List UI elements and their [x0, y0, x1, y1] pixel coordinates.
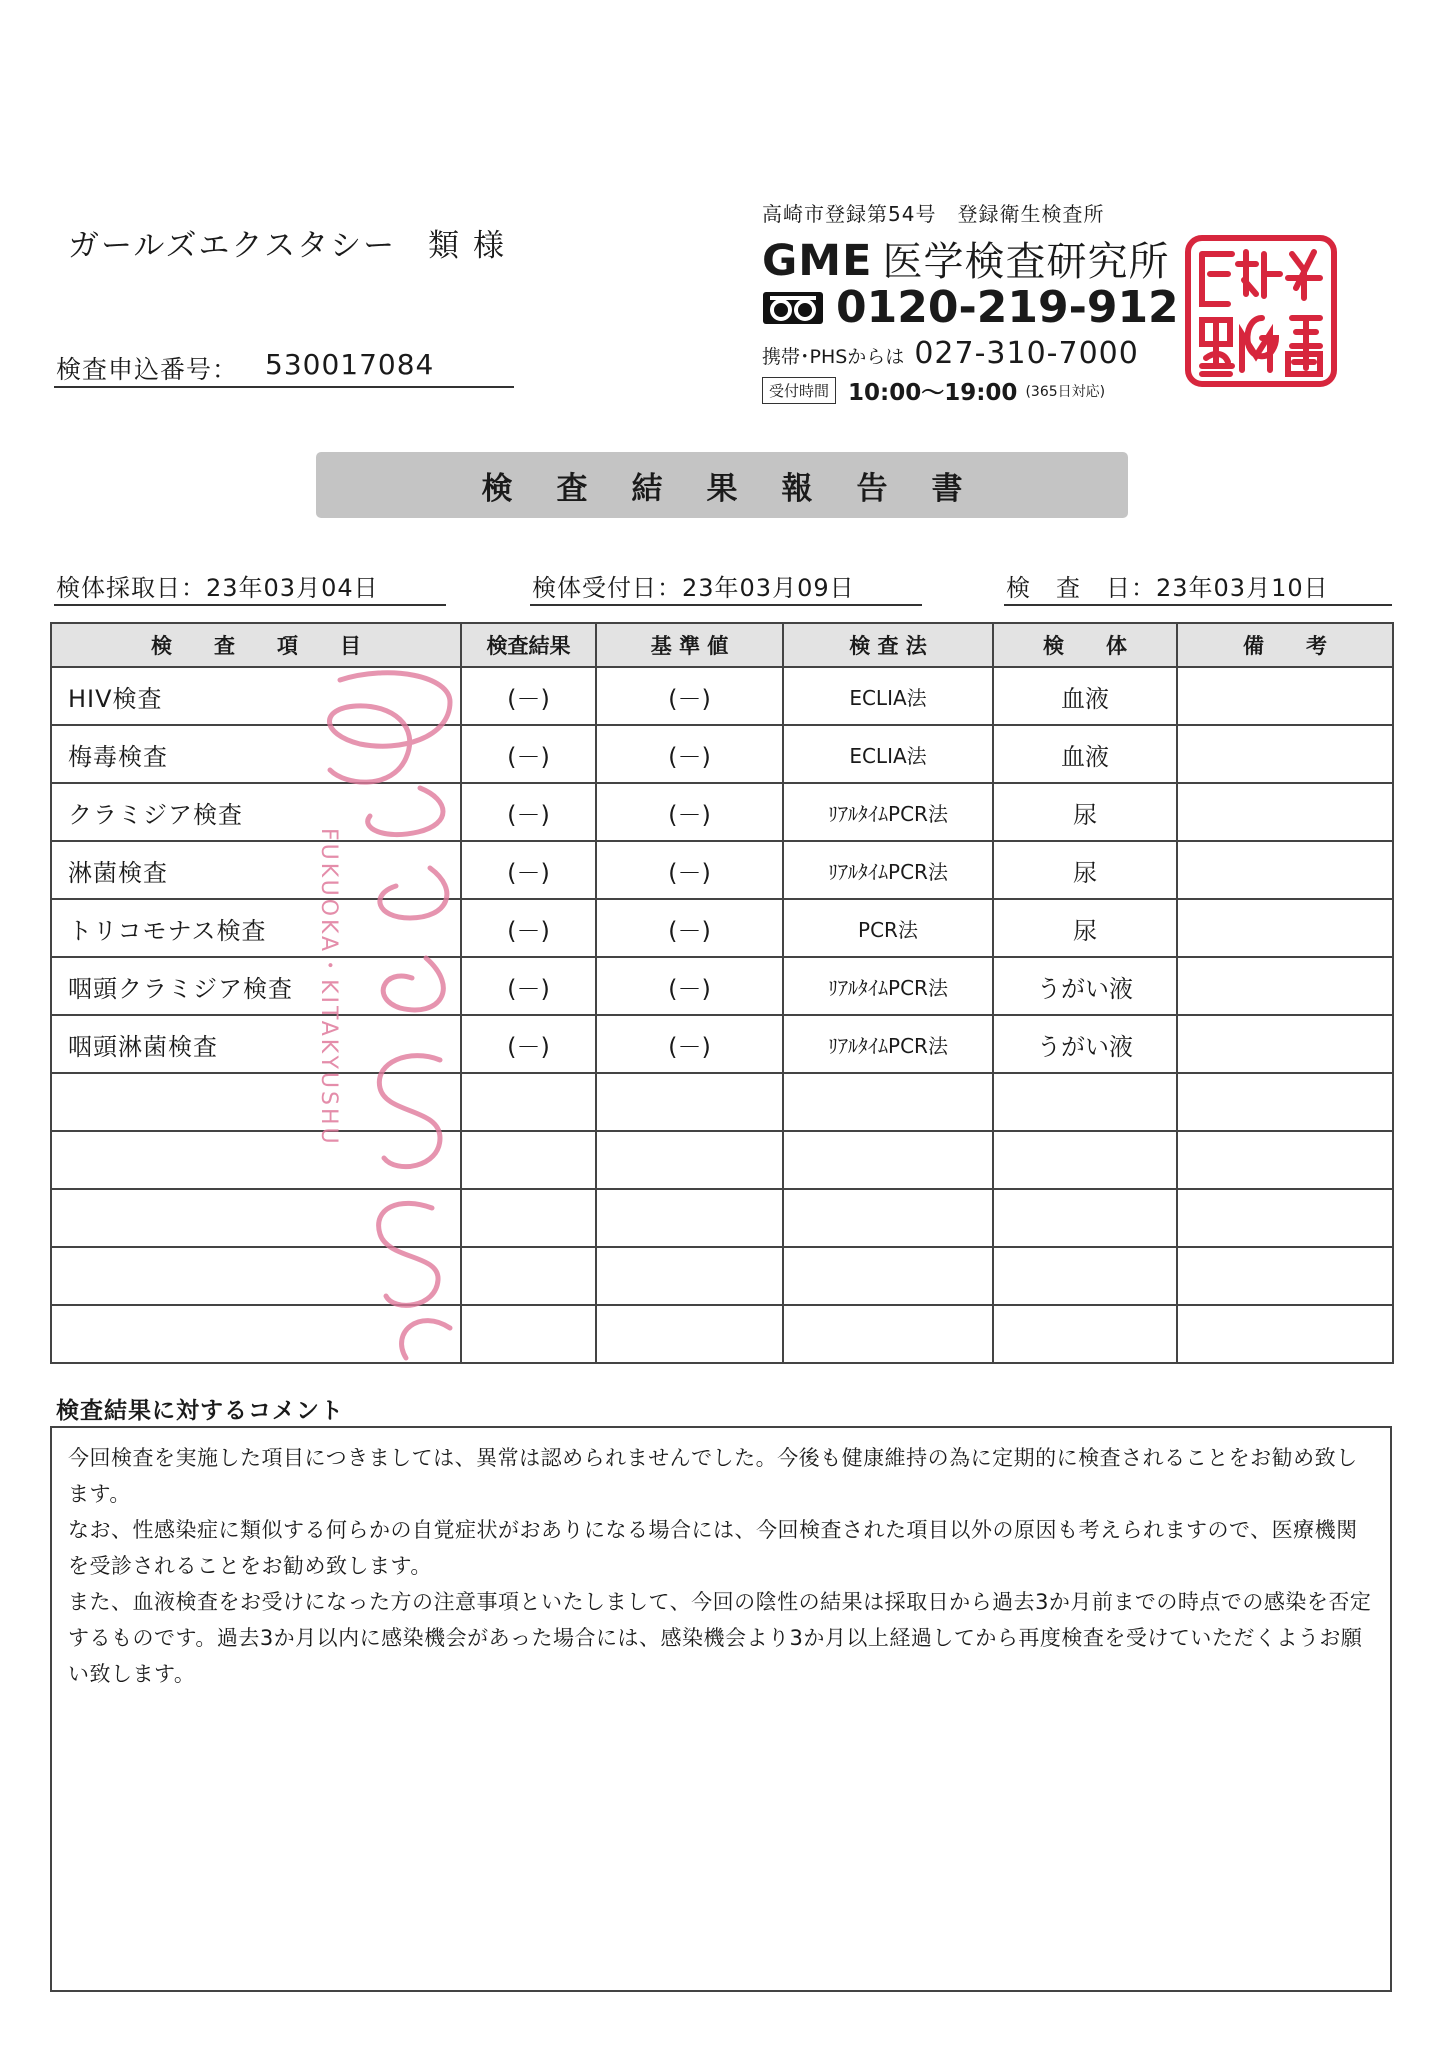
recipient-name-text: ガールズエクスタシー — [68, 228, 397, 264]
hours-label: 受付時間 — [762, 377, 836, 404]
collected-date-underline — [54, 604, 446, 606]
table-row — [51, 725, 1393, 783]
cell-reference: (－) — [596, 783, 783, 841]
cell-note — [1177, 725, 1393, 783]
empty-cell — [1177, 1247, 1393, 1305]
comment-title: 検査結果に対するコメント — [56, 1398, 344, 1424]
report-title-bar — [316, 452, 1128, 518]
header-item: 検 査 項 目 — [51, 623, 461, 667]
cell-item: HIV検査 — [51, 667, 461, 725]
empty-cell — [783, 1073, 993, 1131]
header-method: 検 査 法 — [783, 623, 993, 667]
table-row — [51, 841, 1393, 899]
collected-date-label: 検体採取日： — [56, 574, 206, 602]
empty-cell — [783, 1247, 993, 1305]
empty-cell — [993, 1305, 1177, 1363]
cell-method: ECLIA法 — [783, 667, 993, 725]
cell-item: 咽頭淋菌検査 — [51, 1015, 461, 1073]
empty-cell — [51, 1305, 461, 1363]
application-number-label: 検査申込番号： — [56, 355, 239, 384]
mobile-row — [762, 336, 1139, 371]
lab-name-rest: 医学検査研究所 — [882, 239, 1170, 285]
table-row-empty — [51, 1247, 1393, 1305]
empty-cell — [461, 1189, 596, 1247]
received-date-value: 23年03月09日 — [682, 574, 855, 602]
cell-method: PCR法 — [783, 899, 993, 957]
empty-cell — [596, 1131, 783, 1189]
cell-reference: (－) — [596, 957, 783, 1015]
hours-row — [762, 374, 1105, 407]
table-row — [51, 783, 1393, 841]
cell-specimen: 尿 — [993, 899, 1177, 957]
freedial-number: 0120-219-912 — [836, 282, 1179, 333]
application-number: 530017084 — [265, 348, 435, 381]
watermark-subtext: FUKUOKA・KITAKYUSHU — [316, 828, 341, 1147]
comment-paragraph-1: 今回検査を実施した項目につきましては、異常は認められませんでした。今後も健康維持の為に定期的に検査されることをお勧め致します。 — [68, 1446, 1358, 1506]
table-row-empty — [51, 1131, 1393, 1189]
recipient-name — [68, 220, 506, 265]
empty-cell — [993, 1073, 1177, 1131]
cell-result: (－) — [461, 667, 596, 725]
empty-cell — [51, 1131, 461, 1189]
empty-cell — [596, 1247, 783, 1305]
cell-specimen: 血液 — [993, 667, 1177, 725]
cell-reference: (－) — [596, 1015, 783, 1073]
empty-cell — [993, 1189, 1177, 1247]
lab-name-brand: GME — [762, 236, 873, 286]
header-result: 検査結果 — [461, 623, 596, 667]
cell-result: (－) — [461, 957, 596, 1015]
tested-date — [1006, 568, 1329, 603]
empty-cell — [1177, 1131, 1393, 1189]
cell-result: (－) — [461, 841, 596, 899]
cell-method: ﾘｱﾙﾀｲﾑPCR法 — [783, 1015, 993, 1073]
results-header-row — [51, 623, 1393, 667]
comment-paragraph-2: なお、性感染症に類似する何らかの自覚症状がおありになる場合には、今回検査された項目以外の原因も考えられますので、医療機関を受診されることをお勧め致します。 — [68, 1518, 1358, 1578]
freedial-icon — [762, 291, 824, 325]
cell-note — [1177, 899, 1393, 957]
table-row — [51, 1015, 1393, 1073]
header-specimen: 検 体 — [993, 623, 1177, 667]
cell-result: (－) — [461, 783, 596, 841]
received-date-label: 検体受付日： — [532, 574, 682, 602]
cell-specimen: 尿 — [993, 783, 1177, 841]
cell-item: トリコモナス検査 — [51, 899, 461, 957]
cell-specimen: 血液 — [993, 725, 1177, 783]
cell-item: クラミジア検査 — [51, 783, 461, 841]
cell-reference: (－) — [596, 899, 783, 957]
table-row-empty — [51, 1305, 1393, 1363]
table-row — [51, 899, 1393, 957]
empty-cell — [596, 1073, 783, 1131]
freedial-row — [762, 282, 1179, 333]
empty-cell — [783, 1131, 993, 1189]
empty-cell — [993, 1247, 1177, 1305]
cell-note — [1177, 841, 1393, 899]
mobile-label: 携帯･PHSからは — [762, 346, 905, 368]
empty-cell — [461, 1247, 596, 1305]
empty-cell — [1177, 1073, 1393, 1131]
report-title: 検査結果報告書 — [481, 470, 1007, 507]
empty-cell — [461, 1305, 596, 1363]
cell-item: 淋菌検査 — [51, 841, 461, 899]
cell-result: (－) — [461, 725, 596, 783]
cell-method: ﾘｱﾙﾀｲﾑPCR法 — [783, 957, 993, 1015]
cell-method: ﾘｱﾙﾀｲﾑPCR法 — [783, 841, 993, 899]
cell-reference: (－) — [596, 667, 783, 725]
cell-method: ECLIA法 — [783, 725, 993, 783]
comment-paragraph-3: また、血液検査をお受けになった方の注意事項といたしまして、今回の陰性の結果は採取日から過去3か月前までの時点での感染を否定するものです。過去3か月以内に感染機会があった場合には、感染機会より3か月以上経過してから再度検査を受けていただくようお願い致します。 — [68, 1590, 1372, 1686]
cell-reference: (－) — [596, 841, 783, 899]
lab-seal-icon — [1184, 234, 1338, 388]
empty-cell — [51, 1247, 461, 1305]
results-table — [50, 622, 1394, 1364]
empty-cell — [461, 1131, 596, 1189]
tested-date-label: 検 査 日： — [1006, 574, 1156, 602]
table-row-empty — [51, 1073, 1393, 1131]
table-row-empty — [51, 1189, 1393, 1247]
table-row — [51, 667, 1393, 725]
hours-value: 10:00〜19:00 — [848, 380, 1018, 406]
empty-cell — [51, 1189, 461, 1247]
mobile-number: 027-310-7000 — [914, 336, 1139, 371]
collected-date — [56, 568, 379, 603]
cell-result: (－) — [461, 1015, 596, 1073]
empty-cell — [1177, 1189, 1393, 1247]
empty-cell — [596, 1305, 783, 1363]
cell-result: (－) — [461, 899, 596, 957]
empty-cell — [596, 1189, 783, 1247]
lab-name — [762, 230, 1169, 287]
application-underline — [54, 386, 514, 388]
cell-note — [1177, 1015, 1393, 1073]
recipient-honorific: 類 様 — [428, 228, 506, 264]
header-note: 備 考 — [1177, 623, 1393, 667]
cell-specimen: 尿 — [993, 841, 1177, 899]
header-reference: 基 準 値 — [596, 623, 783, 667]
collected-date-value: 23年03月04日 — [206, 574, 379, 602]
cell-method: ﾘｱﾙﾀｲﾑPCR法 — [783, 783, 993, 841]
cell-note — [1177, 957, 1393, 1015]
empty-cell — [1177, 1305, 1393, 1363]
cell-item: 咽頭クラミジア検査 — [51, 957, 461, 1015]
cell-specimen: うがい液 — [993, 957, 1177, 1015]
empty-cell — [461, 1073, 596, 1131]
lab-registration: 高崎市登録第54号 登録衛生検査所 — [762, 202, 1105, 226]
tested-date-underline — [1004, 604, 1392, 606]
tested-date-value: 23年03月10日 — [1156, 574, 1329, 602]
cell-note — [1177, 783, 1393, 841]
empty-cell — [783, 1189, 993, 1247]
cell-item: 梅毒検査 — [51, 725, 461, 783]
empty-cell — [51, 1073, 461, 1131]
table-row — [51, 957, 1393, 1015]
received-date-underline — [530, 604, 922, 606]
comment-text — [68, 1440, 1378, 1692]
cell-specimen: うがい液 — [993, 1015, 1177, 1073]
hours-note: (365日対応) — [1025, 383, 1106, 400]
received-date — [532, 568, 855, 603]
empty-cell — [993, 1131, 1177, 1189]
empty-cell — [783, 1305, 993, 1363]
cell-note — [1177, 667, 1393, 725]
results-body — [51, 667, 1393, 1363]
cell-reference: (－) — [596, 725, 783, 783]
